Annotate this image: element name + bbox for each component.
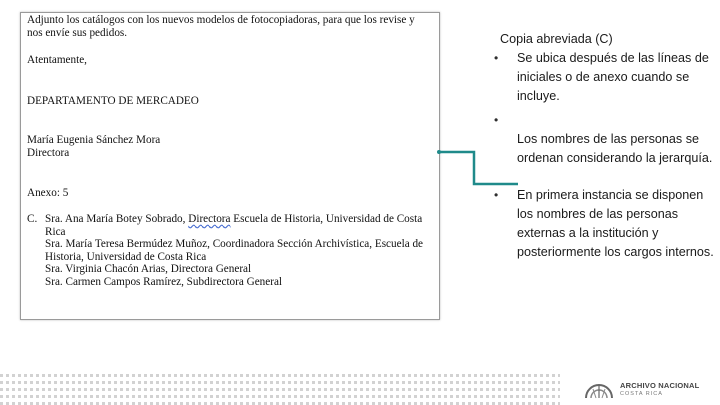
bullet-icon: • xyxy=(494,51,499,65)
notes-title: Copia abreviada (C) xyxy=(500,32,613,46)
letter-excerpt xyxy=(20,12,440,320)
letter-department: DEPARTAMENTO DE MERCADEO xyxy=(27,95,199,107)
bullet-icon: • xyxy=(494,113,499,127)
letter-regards: Atentamente, xyxy=(27,54,87,66)
logo-title: ARCHIVO NACIONAL xyxy=(620,381,700,390)
signer-name: María Eugenia Sánchez Mora xyxy=(27,134,161,146)
notes-panel xyxy=(486,30,716,262)
copy-line: Sra. María Teresa Bermúdez Muñoz, Coordinadora Sección Archivística, Escuela de xyxy=(45,238,424,251)
copy-line: Historia, Universidad de Costa Rica xyxy=(45,250,207,263)
copy-block xyxy=(27,213,433,289)
note-bullet: • Los nombres de las personas se ordenan considerando la jerarquía. xyxy=(494,113,713,165)
copy-recipients xyxy=(45,213,423,289)
archive-emblem-icon xyxy=(584,380,614,400)
note-bullet: • Se ubica después de las líneas de iniciales o de anexo cuando se incluye. xyxy=(494,51,709,103)
letter-annex: Anexo: 5 xyxy=(27,187,69,199)
copy-line: Sra. Ana María Botey Sobrado, Directora Escuela de Historia, Universidad de Costa xyxy=(45,213,423,225)
logo-subtitle: COSTA RICA xyxy=(620,391,663,397)
copy-line: Sra. Virginia Chacón Arias, Directora General xyxy=(45,263,252,276)
bullet-icon: • xyxy=(494,188,499,202)
copy-label: C. xyxy=(27,213,38,225)
copy-line: Sra. Carmen Campos Ramírez, Subdirectora General xyxy=(45,275,283,288)
note-bullet: • En primera instancia se disponen los nombres de las personas externas a la institución y posteriormente los cargos internos. xyxy=(494,188,714,259)
copy-line: Rica xyxy=(45,225,66,238)
letter-signer xyxy=(27,134,433,159)
archive-logo xyxy=(584,379,699,401)
signer-role: Directora xyxy=(27,146,70,159)
letter-intro: Adjunto los catálogos con los nuevos modelos de fotocopiadoras, para que los revise y nos envíe sus pedidos. xyxy=(27,14,415,39)
